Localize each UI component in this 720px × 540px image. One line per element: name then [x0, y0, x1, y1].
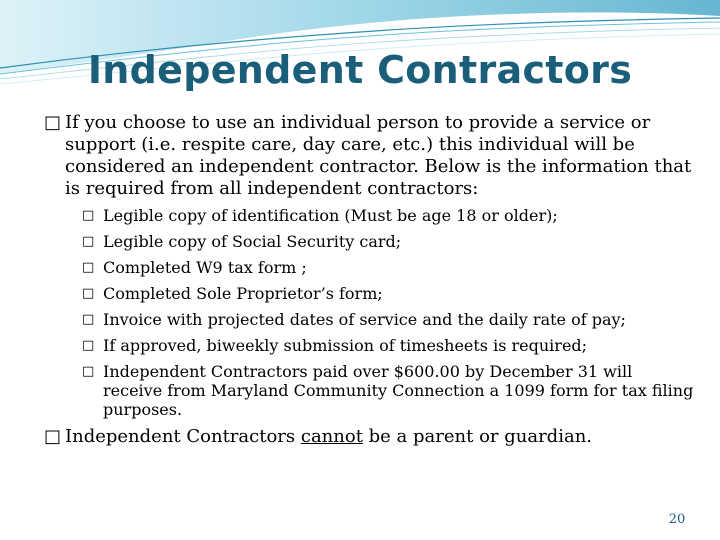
closing-text-before: Independent Contractors [65, 426, 301, 447]
slide-body [44, 112, 694, 454]
intro-text: If you choose to use an individual person to provide a service or support (i.e. respite care, day care, etc.) this individual will be considered an independent contractor. Below is the information that is required from all independent contractors: [65, 112, 692, 199]
requirement-text: If approved, biweekly submission of timesheets is required; [103, 336, 588, 355]
requirement-item [44, 310, 694, 329]
square-bullet-icon: □ [82, 234, 95, 249]
requirement-item [44, 232, 694, 251]
square-bullet-icon: □ [82, 338, 95, 353]
intro-paragraph [44, 112, 694, 200]
closing-emphasis: cannot [300, 426, 363, 447]
square-bullet-icon: □ [82, 286, 95, 301]
square-bullet-icon: □ [82, 260, 95, 275]
closing-text-after: be a parent or guardian. [362, 426, 593, 447]
requirement-text: Completed W9 tax form ; [103, 258, 307, 277]
square-bullet-icon: □ [82, 208, 95, 223]
closing-paragraph [44, 426, 694, 448]
requirement-item [44, 336, 694, 355]
slide-title: Independent Contractors [87, 48, 633, 92]
page-number: 20 [668, 512, 686, 527]
requirement-item [44, 284, 694, 303]
requirement-item [44, 362, 694, 419]
requirement-item [44, 258, 694, 277]
requirement-text: Invoice with projected dates of service and the daily rate of pay; [103, 310, 626, 329]
square-bullet-icon: □ [82, 312, 95, 327]
requirement-item [44, 206, 694, 225]
requirement-text: Completed Sole Proprietor’s form; [103, 284, 383, 303]
requirement-text: Legible copy of Social Security card; [103, 232, 402, 251]
requirement-text: Independent Contractors paid over $600.00 by December 31 will receive from Maryland Community Connection a 1099 form for tax filing purposes. [103, 362, 694, 419]
requirement-text: Legible copy of identification (Must be age 18 or older); [103, 206, 558, 225]
square-bullet-icon: □ [44, 112, 62, 133]
square-bullet-icon: □ [44, 426, 62, 447]
square-bullet-icon: □ [82, 364, 95, 379]
